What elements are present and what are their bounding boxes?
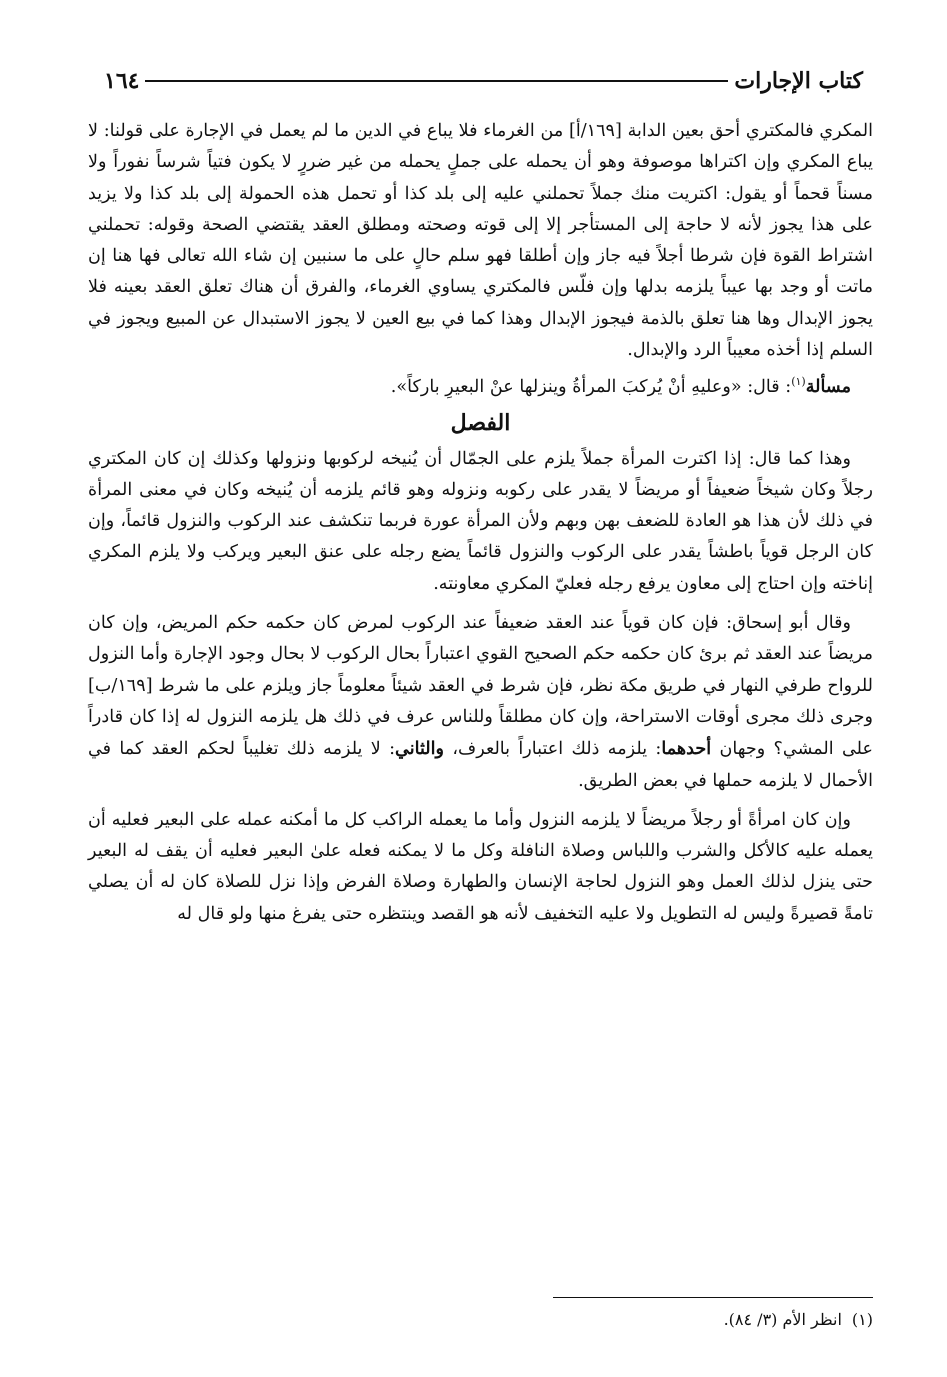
paragraph-gap <box>88 797 873 805</box>
footnote-rule <box>553 1297 873 1298</box>
second-view-label: والثاني <box>395 738 445 760</box>
main-text <box>88 116 873 930</box>
section-heading: الفصل <box>450 409 511 436</box>
paragraph-last: وإن كان امرأةً أو رجلاً مريضاً لا يلزمه النزول وأما ما يعمله الراكب كل ما أمكنه عمله على البعير فعليه أن يعمله عليه كالأكل والشرب واللباس وصلاة النافلة وكل ما لا يمكنه فعله علىٰ البعير فعليه أن يقف له البعير حتى ينزل لذلك العمل وهو النزول لحاجة الإنسان والطهارة وصلاة الفرض وإذا نزل للصلاة كان له أن يصلي تامةً قصيرةً وليس له التطويل ولا عليه التخفيف لأنه هو القصد وينتظره حتى يفرغ منها ولو قال له <box>88 809 873 924</box>
first-view-label: أحدهما <box>661 738 712 760</box>
paragraph-opening: المكري فالمكتري أحق بعين الدابة [١٦٩/أ] من الغرماء فلا يباع في الدين ما لم يعمل في الإجارة على قولنا: لا يباع المكري وإن اكتراها موصوفة وهو أن يحمله على جملٍ يحمله من غير ضررٍ لا يكون فتياً شرساً نفوراً ولا مسناً قحماً أو يقول: اكتريت منك جملاً تحملني عليه إلى بلد كذا أو تحمل هذه الحمولة إلى بلد كذا ولا يزيد على هذا يجوز لأنه لا حاجة إلى المستأجر إلا إلى قوته وصحته ومطلق العقد يقتضي الصحة وقوله: تحملني اشتراط القوة فإن شرطا أجلاً فيه جاز وإن أطلقا فهو سلم حالٍ على ما سنبين إن شاء الله تعالى فها هنا إن ماتت أو وجد بها عيباً يلزمه بدلها وإن فلّس فالمكتري يساوي الغرماء، والفرق أن هناك تعلق العقد بعينه فلا يجوز الإبدال وها هنا تعلق بالذمة فيجوز الإبدال وهذا كما في بيع العين لا يجوز الاستبدال عن المبيع ويجوز في السلم إذا أخذه معيباً الرد والإبدال. <box>88 121 873 361</box>
masala-line <box>88 366 873 403</box>
paragraph-abu-ishaq <box>88 608 873 797</box>
abu-ishaq-text-3: : لا يلزمه ذلك تغليباً لحكم العقد كما في الأحمال لا يلزمه حملها في بعض الطريق. <box>88 739 873 791</box>
abu-ishaq-text-1: وقال أبو إسحاق: فإن كان قوياً عند العقد ضعيفاً عند الركوب لمرض كان حكمه حكم المريض، وإن كان مريضاً عند العقد ثم برئ كان حكمه حكم الصحيح القوي اعتباراً بحال الركوب لا بحال وجود الإجارة وأما النزول للرواح طرفي النهار في طريق مكة نظر، فإن شرط في العقد شيئاً معلوماً جاز ويلزم على ما شرط [١٦٩/ب] وجرى ذلك مجرى أوقات الاستراحة، وإن كان مطلقاً وللناس عرف في ذلك هل يلزمه النزول له إذا كان قادراً على المشي؟ وجهان <box>88 613 873 760</box>
paragraph-fasl: وهذا كما قال: إذا اكترت المرأة جملاً يلزم على الجمّال أن يُنيخه لركوبها ونزولها وكذلك إن كان المكتري رجلاً وكان شيخاً ضعيفاً أو مريضاً لا يقدر على ركوبه ونزوله وهو قائم يلزمه أن يُنيخه وكان في معنى المرأة في ذلك لأن هذا هو العادة للضعف بهن وبهم ولأن المرأة عورة فربما تنكشف عند الركوب والنزول قائماً، وإن كان الرجل قوياً باطشاً يقدر على الركوب والنزول قائماً يضع رجله على عنق البعير ويركب ولا يلزم المكري إناخته وإن احتاج إلى معاون يرفع رجله فعليّ المكري معاونته. <box>88 448 873 594</box>
paragraph-gap <box>88 600 873 608</box>
book-title: كتاب الإجارات <box>734 68 863 94</box>
footnote-ref: (١) <box>791 375 806 389</box>
book-page <box>88 52 873 1352</box>
footnote-number: (١) <box>851 1310 873 1329</box>
footnote <box>724 1310 873 1329</box>
header-rule <box>145 80 728 82</box>
abu-ishaq-text-2: : يلزمه ذلك اعتباراً بالعرف، <box>444 739 662 760</box>
masala-label: مسألة <box>805 376 851 398</box>
page-number: ١٦٤ <box>104 68 140 94</box>
masala-text: : قال: «وعليهِ أنْ يُركبَ المرأةُ وينزلها عنْ البعيرِ باركاً». <box>390 377 792 398</box>
footnote-text: انظر الأم (٣/ ٨٤). <box>723 1310 842 1329</box>
running-header <box>88 62 873 100</box>
